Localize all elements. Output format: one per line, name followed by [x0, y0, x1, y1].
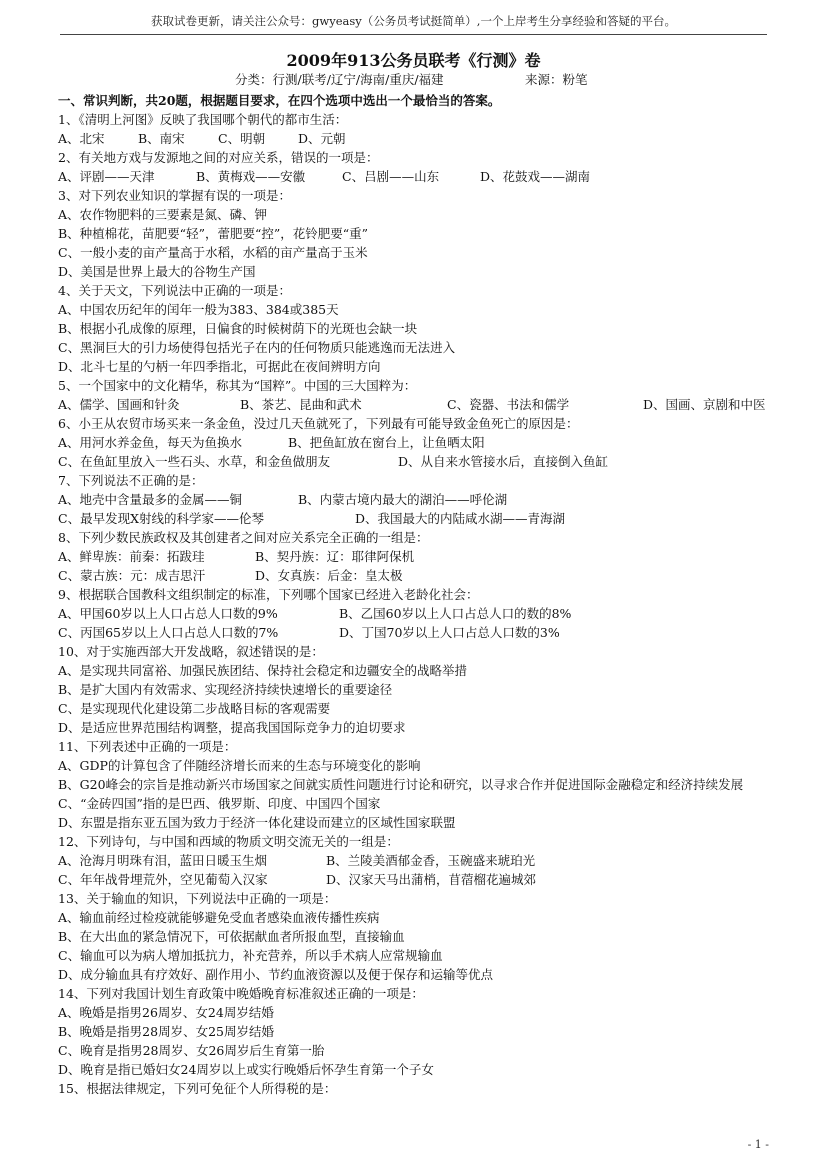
question-stem: 1、《清明上河图》反映了我国哪个朝代的都市生活： [58, 112, 348, 127]
category-label: 分类：行测/联考/辽宁/海南/重庆/福建 [235, 72, 444, 87]
option: C、明朝 [218, 131, 266, 146]
option: A、北宋 [58, 131, 105, 146]
option: D、女真族：后金：皇太极 [255, 568, 403, 583]
option: D、元朝 [298, 131, 346, 146]
option: D、花鼓戏——湖南 [480, 169, 591, 184]
option: B、茶艺、昆曲和武术 [240, 397, 362, 412]
question-stem: 5、一个国家中的文化精华，称其为“国粹”。中国的三大国粹为： [58, 378, 417, 393]
option: D、东盟是指东亚五国为致力于经济一体化建设而建立的区域性国家联盟 [58, 815, 456, 830]
option: A、GDP的计算包含了伴随经济增长而来的生态与环境变化的影响 [58, 758, 421, 773]
question-stem: 9、根据联合国教科文组织制定的标准，下列哪个国家已经进入老龄化社会： [58, 587, 479, 602]
option: C、蒙古族：元：成吉思汗 [58, 568, 206, 583]
option-row [58, 509, 778, 528]
option: D、成分输血具有疗效好、副作用小、节约血液资源以及便于保存和运输等优点 [58, 967, 494, 982]
option: B、内蒙古境内最大的湖泊——呼伦湖 [298, 492, 508, 507]
option-row [58, 167, 778, 186]
option: C、晚育是指男28周岁、女26周岁后生育第一胎 [58, 1043, 325, 1058]
option: D、国画、京剧和中医 [643, 397, 766, 412]
option: B、兰陵美酒郁金香，玉碗盛来琥珀光 [326, 853, 536, 868]
option: B、契丹族：辽：耶律阿保机 [255, 549, 415, 564]
option-row [58, 547, 778, 566]
option: C、年年战骨埋荒外，空见葡萄入汉家 [58, 872, 268, 887]
option: D、北斗七星的勺柄一年四季指北，可据此在夜间辨明方向 [58, 359, 381, 374]
option: A、农作物肥料的三要素是氮、磷、钾 [58, 207, 268, 222]
option: A、是实现共同富裕、加强民族团结、保持社会稳定和边疆安全的战略举措 [58, 663, 468, 678]
option-row [58, 452, 778, 471]
option: A、鲜卑族：前秦：拓跋珪 [58, 549, 205, 564]
question-stem: 14、下列对我国计划生育政策中晚婚晚育标准叙述正确的一项是： [58, 986, 424, 1001]
option: B、G20峰会的宗旨是推动新兴市场国家之间就实质性问题进行讨论和研究，以寻求合作并促进国际金融稳定和经济持续发展 [58, 777, 744, 792]
option: D、是适应世界范围结构调整，提高我国国际竞争力的迫切要求 [58, 720, 406, 735]
option: D、晚育是指已婚妇女24周岁以上或实行晚婚后怀孕生育第一个子女 [58, 1062, 434, 1077]
option-row [58, 604, 778, 623]
option: D、丁国70岁以上人口占总人口数的3% [339, 625, 560, 640]
option: A、用河水养金鱼，每天为鱼换水 [58, 435, 243, 450]
question-stem: 12、下列诗句，与中国和西域的物质文明交流无关的一组是： [58, 834, 399, 849]
page-number: - 1 - [747, 1138, 769, 1151]
option: C、是实现现代化建设第二步战略目标的客观需要 [58, 701, 331, 716]
option-row [58, 395, 778, 414]
question-stem: 8、下列少数民族政权及其创建者之间对应关系完全正确的一组是： [58, 530, 429, 545]
option-row [58, 870, 778, 889]
question-stem: 7、下列说法不正确的是： [58, 473, 204, 488]
option: C、在鱼缸里放入一些石头、水草，和金鱼做朋友 [58, 454, 331, 469]
option: A、儒学、国画和针灸 [58, 397, 180, 412]
question-stem: 4、关于天文，下列说法中正确的一项是： [58, 283, 291, 298]
option: C、吕剧——山东 [342, 169, 440, 184]
question-stem: 15、根据法律规定，下列可免征个人所得税的是： [58, 1081, 337, 1096]
question-stem: 2、有关地方戏与发源地之间的对应关系，错误的一项是： [58, 150, 379, 165]
option: A、评剧——天津 [58, 169, 155, 184]
option: B、晚婚是指男28周岁、女25周岁结婚 [58, 1024, 274, 1039]
option: A、晚婚是指男26周岁、女24周岁结婚 [58, 1005, 274, 1020]
option: C、“金砖四国”指的是巴西、俄罗斯、印度、中国四个国家 [58, 796, 381, 811]
exam-content [58, 91, 778, 1098]
page-header-notice: 获取试卷更新，请关注公众号：gwyeasy（公务员考试挺简单）,一个上岸考生分享经验和答疑的平台。 [60, 10, 767, 35]
option: B、种植棉花，苗肥要“轻”，蕾肥要“控”，花铃肥要“重” [58, 226, 369, 241]
question-stem: 10、对于实施西部大开发战略，叙述错误的是： [58, 644, 324, 659]
option: B、是扩大国内有效需求、实现经济持续快速增长的重要途径 [58, 682, 393, 697]
question-stem: 13、关于输血的知识，下列说法中正确的一项是： [58, 891, 337, 906]
option: B、黄梅戏——安徽 [196, 169, 306, 184]
option: B、根据小孔成像的原理，日偏食的时候树荫下的光斑也会缺一块 [58, 321, 418, 336]
option: C、输血可以为病人增加抵抗力，补充营养，所以手术病人应常规输血 [58, 948, 443, 963]
option: A、甲国60岁以上人口占总人口数的9% [58, 606, 278, 621]
option: A、输血前经过检疫就能够避免受血者感染血液传播性疾病 [58, 910, 380, 925]
question-stem: 11、下列表述中正确的一项是： [58, 739, 237, 754]
option-row [58, 490, 778, 509]
option: B、把鱼缸放在窗台上，让鱼晒太阳 [288, 435, 485, 450]
question-stem: 6、小王从农贸市场买来一条金鱼，没过几天鱼就死了，下列最有可能导致金鱼死亡的原因是： [58, 416, 579, 431]
option: C、一般小麦的亩产量高于水稻，水稻的亩产量高于玉米 [58, 245, 368, 260]
question-stem: 3、对下列农业知识的掌握有误的一项是： [58, 188, 291, 203]
option: C、黑洞巨大的引力场使得包括光子在内的任何物质只能逃逸而无法进入 [58, 340, 456, 355]
option: B、乙国60岁以上人口占总人口的数的8% [339, 606, 572, 621]
section-heading: 一、常识判断，共20题，根据题目要求，在四个选项中选出一个最恰当的答案。 [58, 93, 501, 108]
option: B、南宋 [138, 131, 185, 146]
option: C、丙国65岁以上人口占总人口数的7% [58, 625, 279, 640]
option-row [58, 129, 778, 148]
option: C、瓷器、书法和儒学 [447, 397, 570, 412]
option: C、最早发现X射线的科学家——伦琴 [58, 511, 264, 526]
option: D、从自来水管接水后，直接倒入鱼缸 [398, 454, 609, 469]
option-row [58, 851, 778, 870]
source-label: 来源：粉笔 [525, 72, 588, 87]
option: A、沧海月明珠有泪，蓝田日暖玉生烟 [58, 853, 268, 868]
document-title: 2009年913公务员联考《行测》卷 [286, 51, 541, 70]
option: D、美国是世界上最大的谷物生产国 [58, 264, 256, 279]
option: D、汉家天马出蒲梢，苜蓿榴花遍城郊 [326, 872, 537, 887]
option: B、在大出血的紧急情况下，可依据献血者所报血型，直接输血 [58, 929, 405, 944]
option-row [58, 623, 778, 642]
option: A、地壳中含量最多的金属——铜 [58, 492, 243, 507]
option-row [58, 433, 778, 452]
option: A、中国农历纪年的闰年一般为383、384或385天 [58, 302, 339, 317]
option: D、我国最大的内陆咸水湖——青海湖 [355, 511, 566, 526]
option-row [58, 566, 778, 585]
